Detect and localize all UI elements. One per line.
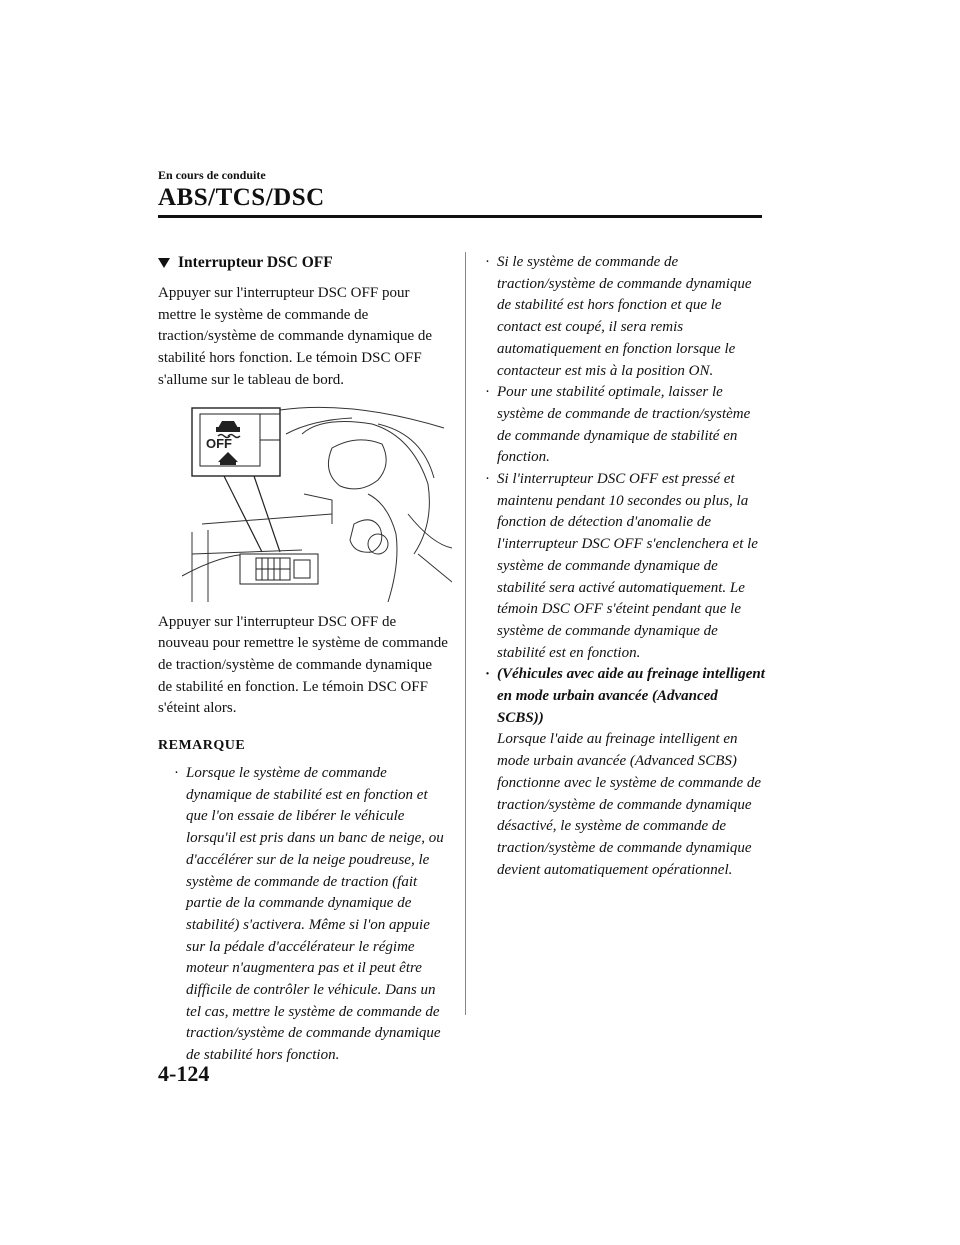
right-bullet-list <box>483 252 768 881</box>
bullet-item-auto-reset <box>483 252 768 382</box>
section-label: En cours de conduite <box>158 168 266 182</box>
bullet-dot: · <box>485 254 490 270</box>
scbs-title: (Véhicules avec aide au freinage intelligent en mode urbain avancée (Advanced SCBS)) <box>497 666 765 726</box>
note-item <box>172 763 448 1067</box>
bullet-text: Pour une stabilité optimale, laisser le système de commande de traction/système de commande dynamique de stabilité en fonction. <box>497 384 751 466</box>
note-list <box>158 763 448 1067</box>
bullet-dot: · <box>485 471 490 488</box>
scbs-text: Lorsque l'aide au freinage intelligent en mode urbain avancée (Advanced SCBS) fonctionne avec le système de commande de traction/système de commande dynamique désactivé, le système de commande de traction/système de commande dynamique devient automatiquement opérationnel. <box>497 731 762 878</box>
bullet-item-scbs <box>483 664 768 881</box>
bullet-text: Si le système de commande de traction/système de commande dynamique de stabilité est hors fonction et que le contact est coupé, il sera remis automatiquement en fonction lorsque le contacteur est mis à la position ON. <box>497 254 752 379</box>
dsc-off-switch-illustration <box>182 404 452 602</box>
bullet-dot: · <box>174 765 179 782</box>
bullet-item-malfunction-detection <box>483 469 768 664</box>
right-column <box>483 252 768 881</box>
bullet-item-optimal-stability <box>483 382 768 469</box>
reactivate-paragraph: Appuyer sur l'interrupteur DSC OFF de nouveau pour remettre le système de commande de traction/système de commande dynamique de stabilité en fonction. Le témoin DSC OFF s'éteint alors. <box>158 613 448 717</box>
page-number: 4-124 <box>158 1061 210 1086</box>
intro-paragraph: Appuyer sur l'interrupteur DSC OFF pour mettre le système de commande de traction/système de commande dynamique de stabilité hors fonction. Le témoin DSC OFF s'allume sur le tableau de bord. <box>158 285 433 388</box>
bullet-text: Si l'interrupteur DSC OFF est pressé et maintenu pendant 10 secondes ou plus, la fonction de détection d'anomalie de l'interrupteur DSC OFF s'enclenchera et le système de commande dynamique de stabilité sera activé automatiquement. Le témoin DSC OFF s'éteint pendant que le système de commande dynamique de stabilité est en fonction. <box>497 471 758 661</box>
bullet-dot: · <box>485 384 490 401</box>
header-rule <box>158 215 762 218</box>
left-column <box>158 252 448 1067</box>
dashboard-illustration-svg <box>182 404 452 602</box>
subsection-heading <box>158 252 448 274</box>
column-divider <box>465 252 466 1015</box>
switch-cluster <box>240 554 318 584</box>
note-item-text: Lorsque le système de commande dynamique de stabilité est en fonction et que l'on essaie de libérer le véhicule lorsqu'il est pris dans un banc de neige, ou d'accélérer sur de la neige poudreuse, le système de commande de traction (fait partie de la commande dynamique de stabilité) s'activera. Même si l'on appuie sur la pédale d'accélérateur le régime moteur n'augmentera pas et il peut être difficile de contrôler le véhicule. Dans un tel cas, mettre le système de commande de traction/système de commande dynamique de stabilité hors fonction. <box>186 765 444 1064</box>
switch-off-label: OFF <box>206 435 232 451</box>
chapter-title: ABS/TCS/DSC <box>158 184 325 211</box>
bullet-dot: · <box>485 666 491 683</box>
subsection-heading-text: Interrupteur DSC OFF <box>178 254 333 271</box>
triangle-down-icon <box>158 258 170 268</box>
note-label: REMARQUE <box>158 738 246 754</box>
